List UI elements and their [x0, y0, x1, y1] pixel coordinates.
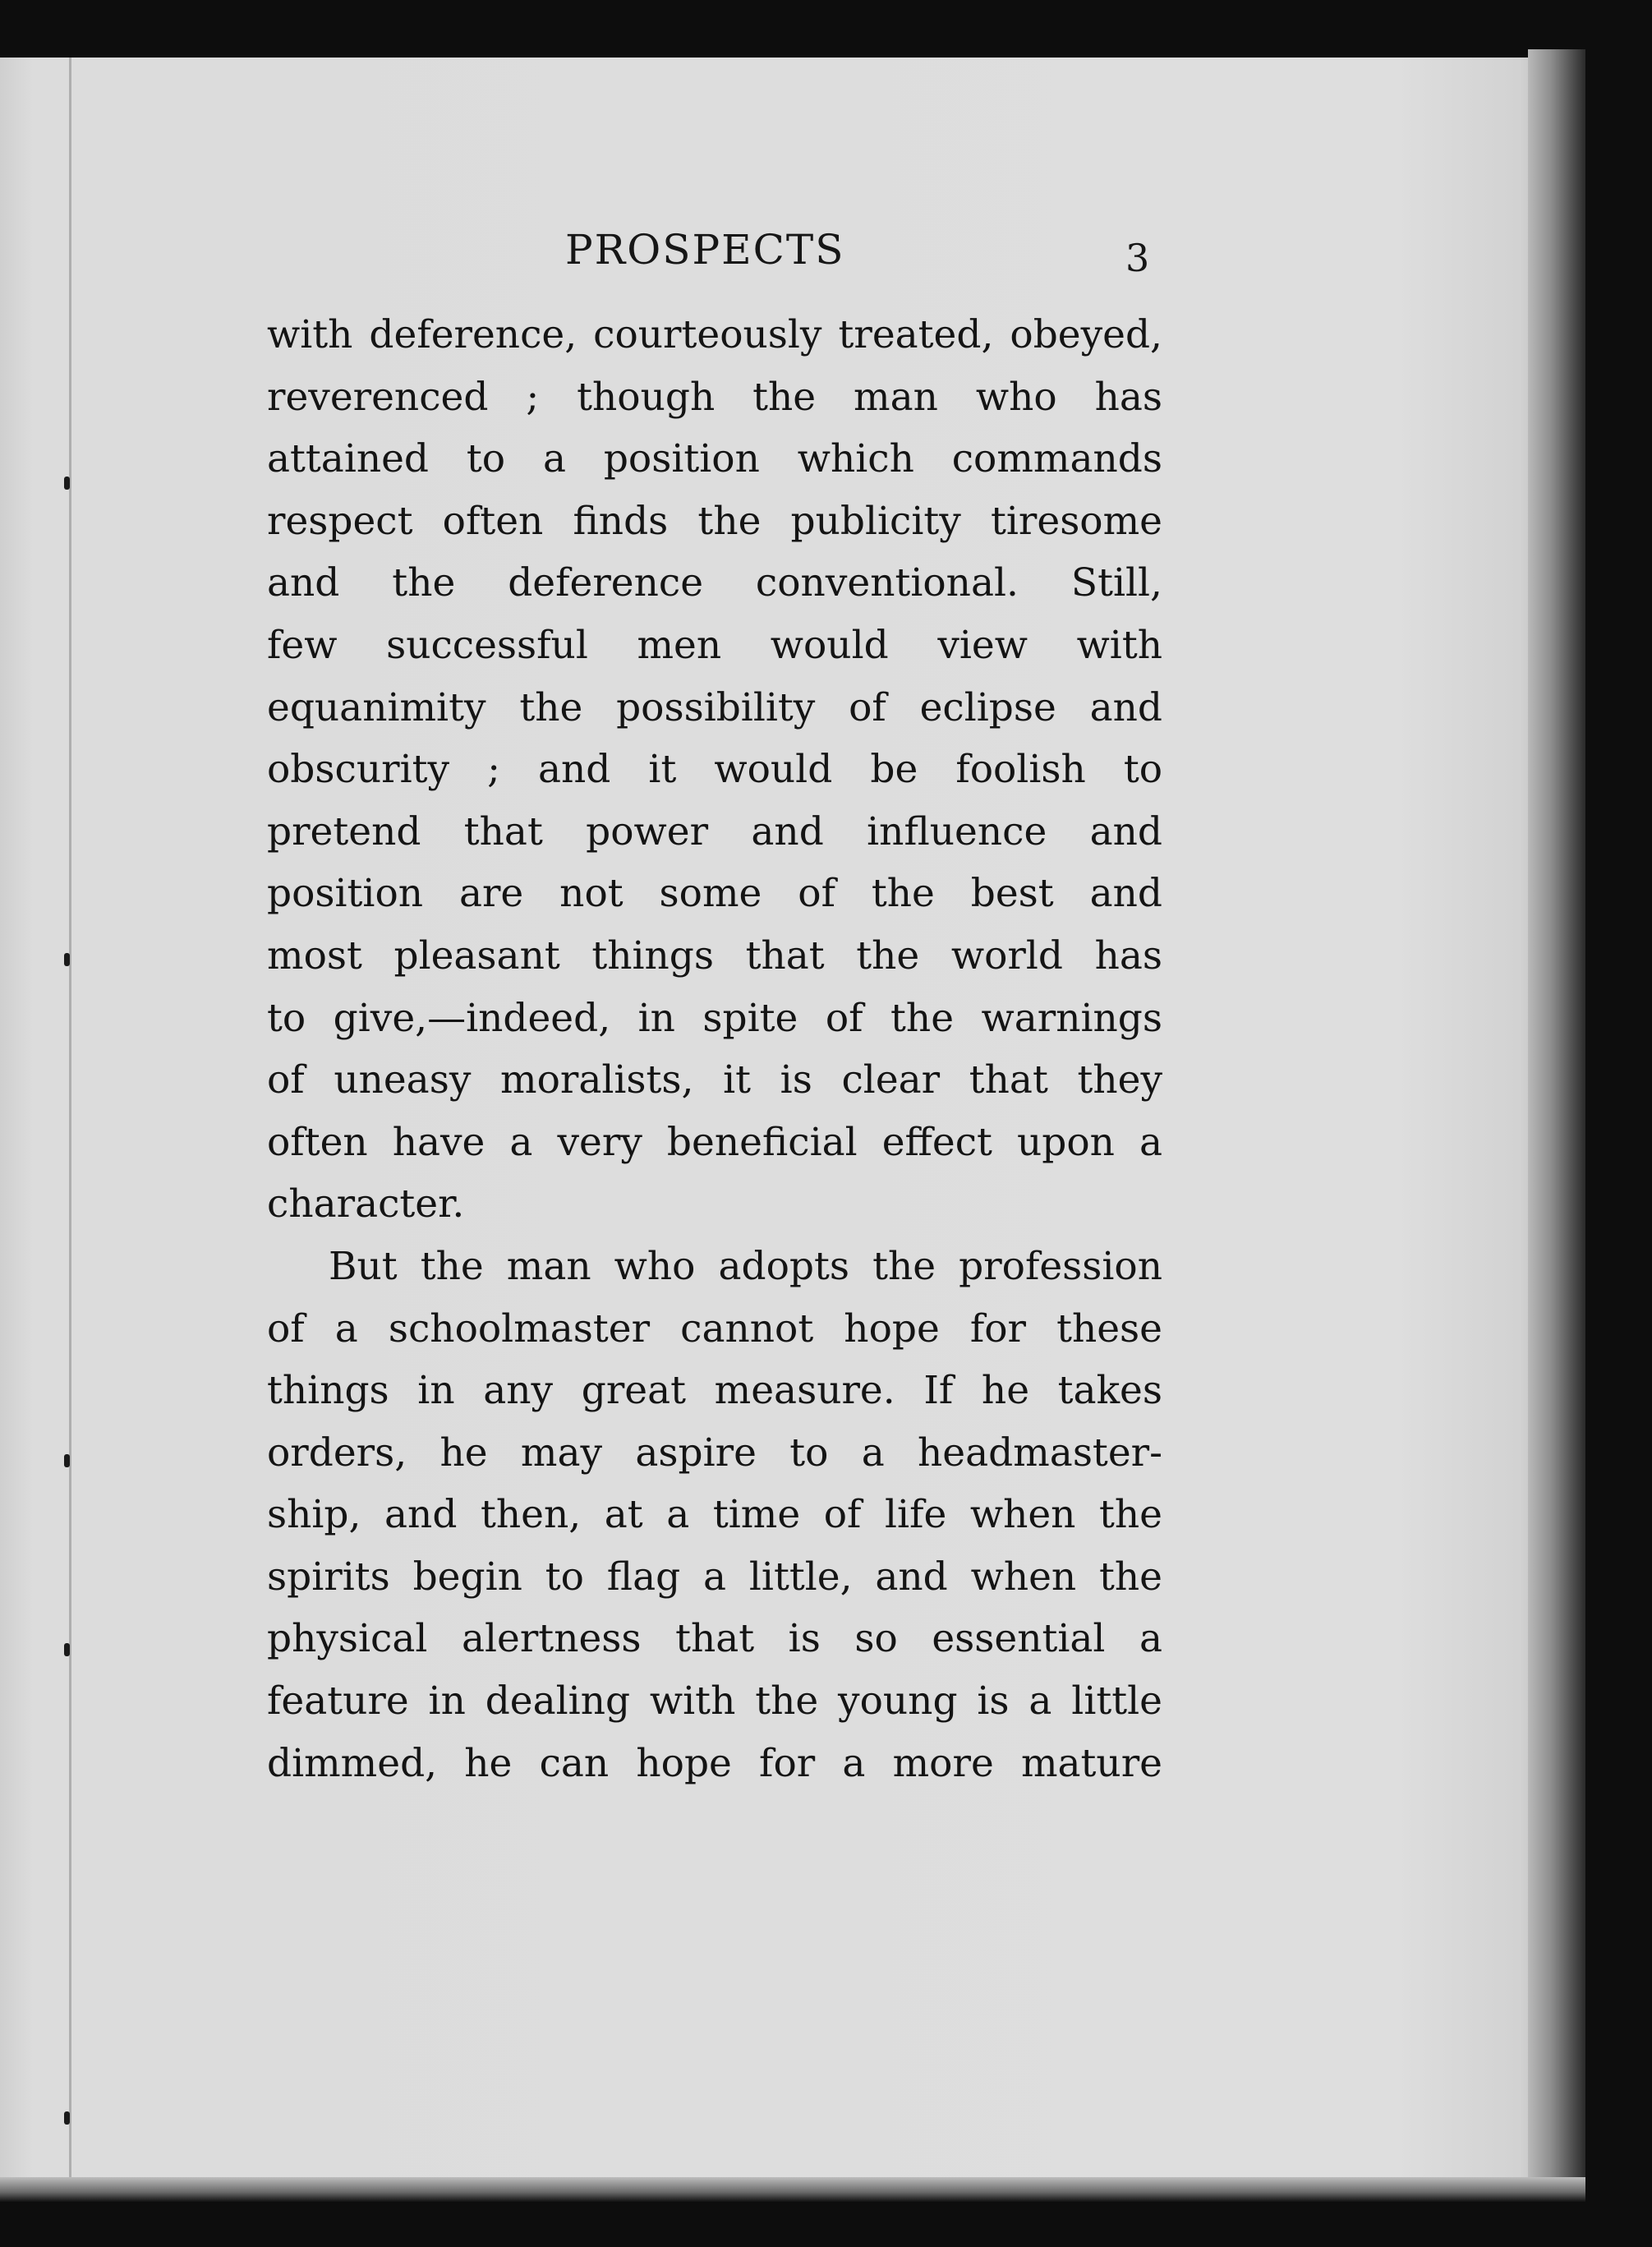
binding-gutter: [69, 58, 71, 2185]
text-line: of uneasy moralists, it is clear that they: [267, 1057, 1162, 1103]
text-line: But the man who adopts the profession: [329, 1243, 1162, 1289]
text-line: orders, he may aspire to a headmaster-: [267, 1430, 1162, 1476]
text-line: feature in dealing with the young is a little: [267, 1678, 1162, 1724]
page-number: 3: [1125, 236, 1150, 280]
running-title: PROSPECTS: [565, 226, 845, 274]
text-line: few successful men would view with: [267, 622, 1162, 668]
scan-speck: [64, 2111, 70, 2125]
text-line: pretend that power and influence and: [267, 808, 1162, 854]
text-line: equanimity the possibility of eclipse and: [267, 684, 1162, 730]
text-line: most pleasant things that the world has: [267, 932, 1162, 978]
page-edge-shadow: [1528, 49, 1585, 2202]
scan-speck: [64, 953, 70, 966]
text-line: reverenced ; though the man who has: [267, 374, 1162, 420]
page-bottom-edge: [0, 2177, 1585, 2202]
text-line: position are not some of the best and: [267, 871, 1162, 917]
text-line: with deference, courteously treated, obeyed,: [267, 312, 1162, 357]
paragraph-1: [267, 304, 1162, 1236]
text-line: obscurity ; and it would be foolish to: [267, 747, 1162, 793]
scan-speck: [64, 1643, 70, 1656]
text-line: often have a very beneficial effect upon a: [267, 1119, 1162, 1165]
text-line: things in any great measure. If he takes: [267, 1368, 1162, 1414]
paragraph-2: [267, 1236, 1162, 1794]
text-line: character.: [267, 1181, 465, 1227]
text-line: spirits begin to flag a little, and when the: [267, 1554, 1162, 1600]
scan-speck: [64, 477, 70, 490]
scan-speck: [64, 1454, 70, 1467]
text-line: attained to a position which commands: [267, 436, 1162, 482]
text-line: to give,—indeed, in spite of the warnings: [267, 995, 1162, 1041]
text-line: physical alertness that is so essential a: [267, 1616, 1162, 1662]
text-line: ship, and then, at a time of life when the: [267, 1492, 1162, 1538]
body-text: [267, 304, 1162, 1794]
text-line: of a schoolmaster cannot hope for these: [267, 1305, 1162, 1351]
text-line: dimmed, he can hope for a more mature: [267, 1740, 1162, 1786]
running-header: [263, 226, 1167, 283]
text-line: and the deference conventional. Still,: [267, 560, 1162, 606]
text-line: respect often finds the publicity tiresome: [267, 498, 1162, 544]
